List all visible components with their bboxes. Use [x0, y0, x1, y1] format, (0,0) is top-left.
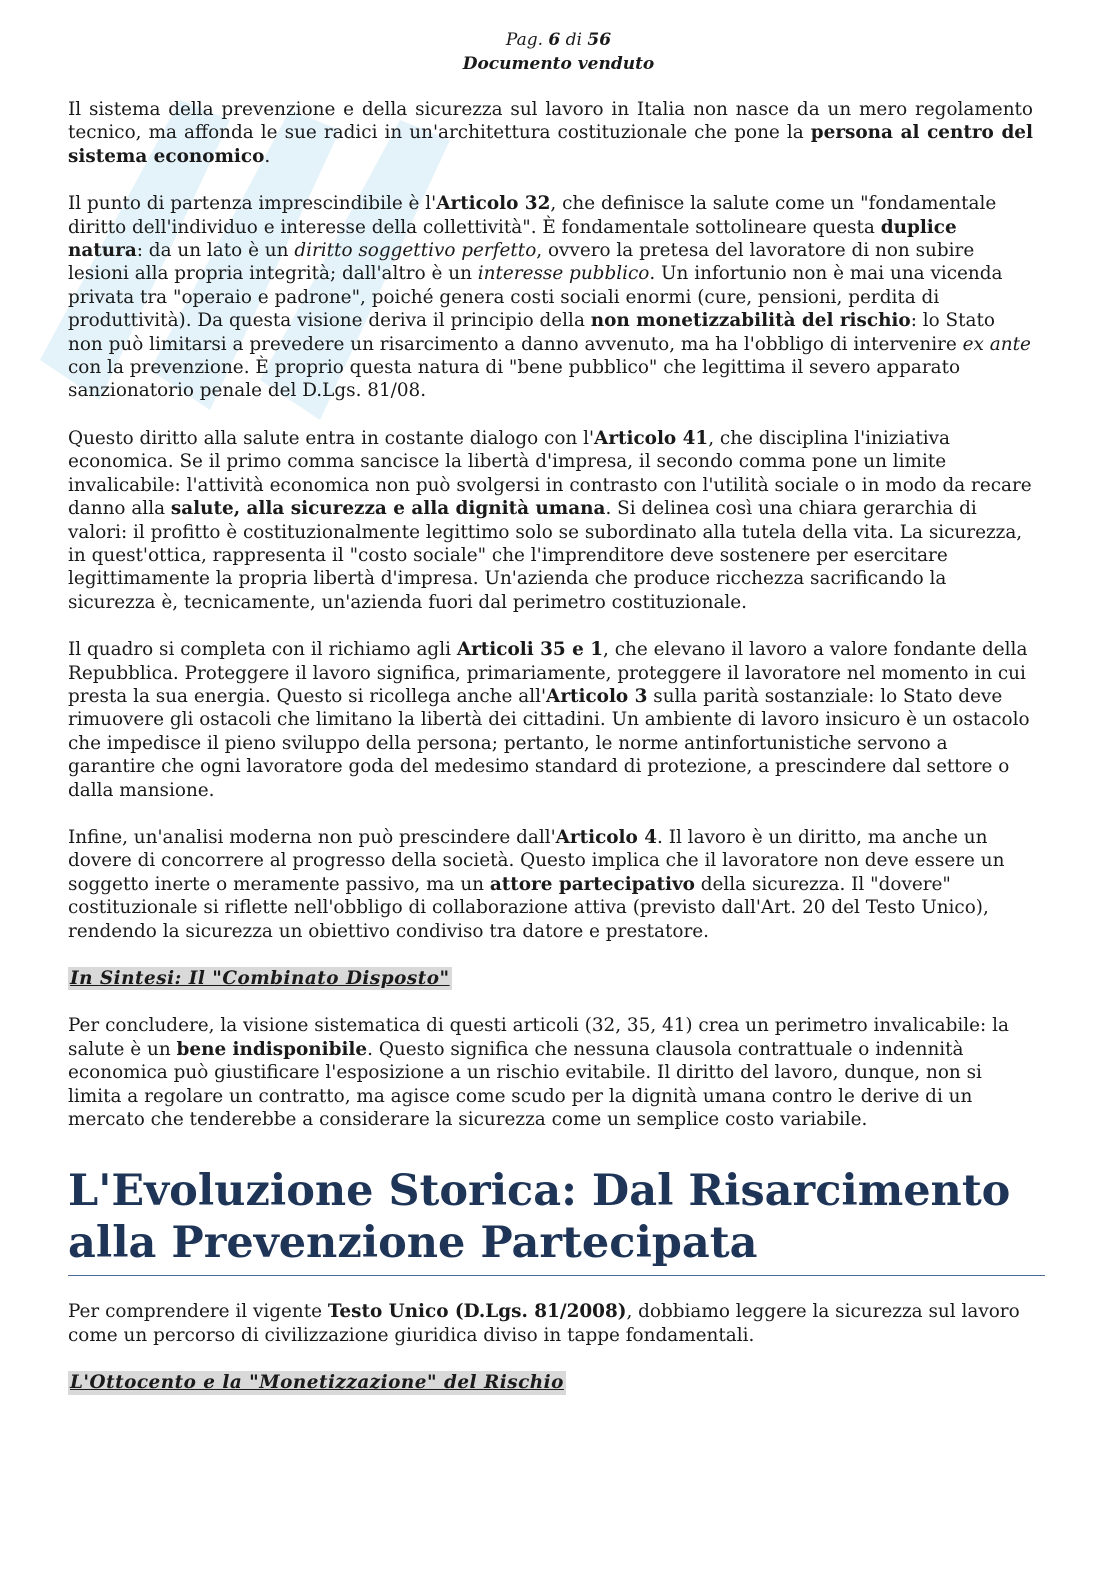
- text: : da un lato è un: [136, 240, 295, 262]
- text: Per concludere, la visione sistematica di questi articoli (32, 35, 41) crea un perimetro invalicabile: la salute è un: [68, 1015, 1009, 1060]
- page-counter: [0, 28, 1117, 52]
- subheading-ottocento: L'Ottocento e la "Monetizzazione" del Rischio: [70, 1372, 564, 1394]
- page-number: 6: [548, 30, 561, 50]
- bold-text: Articolo 4: [555, 826, 657, 848]
- text: della sicurezza. Il "dovere" costituzionale si riflette nell'obbligo di collaborazione attiva (previsto dall'Art. 20 del Testo Unico), rendendo la sicurezza un obiettivo condiviso tra datore e prestatore.: [68, 873, 989, 942]
- text: , ovvero la pretesa del lavoratore di non subire lesioni alla propria integrità; dall'altro è un: [68, 240, 975, 285]
- bold-text: salute, alla sicurezza e alla dignità umana: [170, 498, 606, 520]
- text: , che definisce la salute come un "fondamentale diritto dell'individuo e interesse della collettività". È fondamentale sottolineare questa: [68, 193, 997, 238]
- text: , dobbiamo leggere la sicurezza sul lavoro come un percorso di civilizzazione giuridica diviso in tappe fondamentali.: [68, 1301, 1020, 1346]
- bold-text: Testo Unico (D.Lgs. 81/2008): [327, 1301, 627, 1323]
- text: Infine, un'analisi moderna non può prescindere dall': [68, 826, 556, 848]
- bold-text: bene indisponibile: [176, 1038, 368, 1060]
- bold-text: attore partecipativo: [489, 873, 695, 895]
- italic-text: diritto soggettivo perfetto: [294, 240, 537, 262]
- subheading-sintesi: In Sintesi: Il "Combinato Disposto": [70, 968, 450, 989]
- bold-text: Articolo 41: [594, 427, 709, 449]
- italic-text: ex ante: [962, 333, 1031, 355]
- text: : lo Stato non può limitarsi a prevedere un risarcimento a danno avvenuto, ma ha l'obbligo di intervenire: [68, 310, 995, 355]
- page-total: 56: [587, 30, 612, 50]
- italic-text: interesse pubblico: [477, 263, 650, 285]
- text: , che disciplina l'iniziativa economica. Se il primo comma sancisce la libertà d'impresa, il secondo comma pone un limite invalicabile: l'attività economica non può svolgersi in contrasto con l'utilità sociale o in modo da recare danno alla: [68, 427, 1032, 520]
- page-prefix: Pag.: [505, 30, 544, 50]
- document-body: [68, 98, 1033, 1419]
- section-heading: L'Evoluzione Storica: Dal Risarcimento alla Prevenzione Partecipata: [68, 1166, 1011, 1269]
- text: Il sistema della prevenzione e della sicurezza sul lavoro in Italia non nasce da un mero regolamento tecnico, ma affonda le sue radici in un'architettura costituzionale che pone la: [68, 99, 1033, 144]
- paragraph-3: [68, 427, 1033, 614]
- page-of: di: [565, 30, 582, 50]
- bold-text: non monetizzabilità del rischio: [590, 310, 911, 332]
- heading-rule: [68, 1275, 1045, 1276]
- subheading-wrapper: [68, 1371, 1033, 1394]
- paragraph-7: [68, 1300, 1033, 1347]
- text: . Si delinea così una chiara gerarchia di valori: il profitto è costituzionalmente legittimo solo se subordinato alla tutela della vita. La sicurezza, in quest'ottica, rappresenta il "costo sociale" che l'imprenditore deve sostenere per esercitare legittimamente la propria libertà d'impresa. Un'azienda che produce ricchezza sacrificando la sicurezza è, tecnicamente, un'azienda fuori dal perimetro costituzionale.: [68, 498, 1023, 613]
- subheading-wrapper: [68, 967, 1033, 990]
- text: Per comprendere il vigente: [68, 1301, 328, 1323]
- bold-text: Articoli 35 e 1: [456, 639, 603, 661]
- text: . Questo significa che nessuna clausola contrattuale o indennità economica può giustificare l'esposizione a un rischio evitabile. Il diritto del lavoro, dunque, non si limita a regolare un contratto, ma agisce come scudo per la dignità umana contro le derive di un mercato che tenderebbe a considerare la sicurezza come un semplice costo variabile.: [68, 1038, 982, 1131]
- text: . Un infortunio non è mai una vicenda privata tra "operaio e padrone", poiché genera costi sociali enormi (cure, pensioni, perdita di produttività). Da questa visione deriva il principio della: [68, 263, 1003, 332]
- text: , che elevano il lavoro a valore fondante della Repubblica. Proteggere il lavoro significa, primariamente, proteggere il lavoratore nel momento in cui presta la sua energia. Questo si ricollega anche all': [68, 639, 1028, 707]
- paragraph-4: [68, 638, 1033, 802]
- text: Il quadro si completa con il richiamo agli: [68, 639, 457, 661]
- text: .: [264, 145, 271, 167]
- text: Il punto di partenza imprescindibile è l': [68, 193, 437, 215]
- bold-text: duplice natura: [68, 216, 957, 262]
- bold-text: persona al centro del sistema economico: [68, 122, 1033, 167]
- text: . Il lavoro è un diritto, ma anche un dovere di concorrere al progresso della società. Questo implica che il lavoratore non deve essere un soggetto inerte o meramente passivo, ma un: [68, 826, 1005, 895]
- bold-text: Articolo 32: [436, 193, 551, 215]
- text: con la prevenzione. È proprio questa natura di "bene pubblico" che legittima il severo apparato sanzionatorio penale del D.Lgs. 81/08.: [68, 357, 961, 402]
- paragraph-6: [68, 1014, 1033, 1131]
- page-header: [0, 28, 1117, 76]
- paragraph-1: [68, 98, 1033, 168]
- text: Questo diritto alla salute entra in costante dialogo con l': [68, 427, 595, 449]
- sold-label: Documento venduto: [462, 54, 655, 74]
- paragraph-2: [68, 192, 1033, 403]
- bold-text: Articolo 3: [546, 685, 648, 707]
- paragraph-5: [68, 826, 1033, 943]
- text: sulla parità sostanziale: lo Stato deve rimuovere gli ostacoli che limitano la libertà dei cittadini. Un ambiente di lavoro insicuro è un ostacolo che impedisce il pieno sviluppo della persona; pertanto, le norme antinfortunistiche servono a garantire che ogni lavoratore goda del medesimo standard di protezione, a prescindere dal settore o dalla mansione.: [68, 685, 1030, 801]
